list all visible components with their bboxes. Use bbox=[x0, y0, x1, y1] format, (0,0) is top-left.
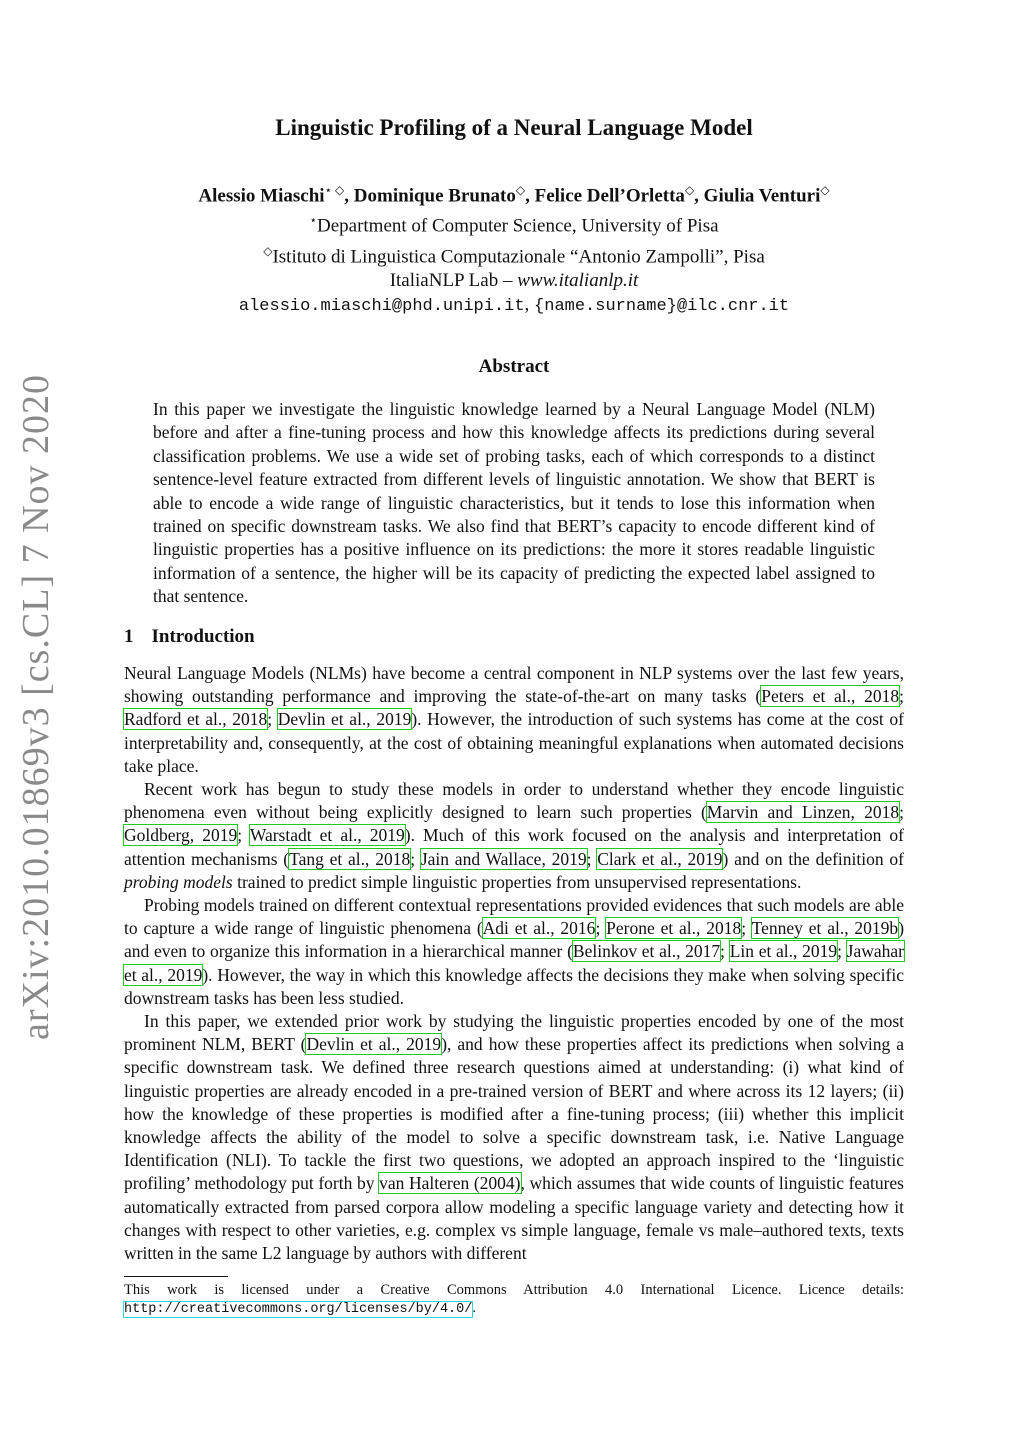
text-run: ; bbox=[237, 825, 250, 846]
lab-url[interactable]: www.italianlp.it bbox=[517, 269, 639, 291]
abstract-text: In this paper we investigate the linguistic knowledge learned by a Neural Language Model (NLM) before and after a fine-tuning process and how this knowledge affects its predictions during several classification problems. We use a wide set of probing tasks, each of which corresponds to a distinct sentence-level feature extracted from different levels of linguistic annotation. We show that BERT is able to encode a wide range of linguistic characteristics, but it tends to lose this information when trained on specific downstream tasks. We also find that BERT’s capacity to encode different kind of linguistic properties has a positive influence on its predictions: the more it stores readable linguistic information of a sentence, the higher will be its capacity of predicting the expected label assigned to that sentence. bbox=[153, 399, 875, 607]
text-run: ; bbox=[586, 848, 598, 869]
paragraph-4 bbox=[124, 1010, 904, 1265]
text-run: ; bbox=[410, 848, 421, 869]
paragraph-3 bbox=[124, 894, 904, 1010]
affiliation-2 bbox=[124, 239, 904, 269]
citation-link[interactable]: Lin et al., 2019 bbox=[729, 941, 838, 962]
author-name: Felice Dell’Orletta bbox=[534, 185, 685, 207]
abstract-heading: Abstract bbox=[478, 356, 550, 377]
citation-link[interactable]: Clark et al., 2019 bbox=[597, 848, 723, 869]
citation-link[interactable]: Tang et al., 2018 bbox=[289, 848, 411, 869]
section-heading bbox=[124, 626, 255, 648]
author-name: Giulia Venturi bbox=[703, 185, 821, 207]
text-run: ; bbox=[899, 686, 904, 707]
paper-title: Linguistic Profiling of a Neural Language Model bbox=[275, 115, 753, 140]
text-run: ). Much of this work focused on the analysis and interpretation of attention mechanisms ( bbox=[124, 825, 905, 869]
citation-link[interactable]: Jawahar et al., 2019 bbox=[124, 941, 904, 985]
email-separator: , bbox=[524, 293, 535, 315]
lab-name: ItaliaNLP Lab – bbox=[389, 269, 518, 291]
footnote-text: This work is licensed under a Creative Commons Attribution 4.0 International Licence. Licence details: bbox=[124, 1282, 904, 1298]
citation-link[interactable]: Jain and Wallace, 2019 bbox=[420, 848, 587, 869]
text-run: ). However, the way in which this knowledge affects the decisions they make when solving specific downstream tasks has been less studied. bbox=[124, 964, 904, 1008]
citation-link[interactable]: Perone et al., 2018 bbox=[606, 918, 742, 939]
author-marks: ◇ bbox=[684, 183, 695, 197]
citation-link[interactable]: van Halteren (2004) bbox=[379, 1173, 521, 1194]
text-run: ) and even to organize this information in a hierarchical manner ( bbox=[124, 918, 905, 962]
introduction-body bbox=[124, 662, 904, 1265]
citation-link[interactable]: Peters et al., 2018 bbox=[761, 686, 900, 707]
text-run: ; bbox=[899, 802, 904, 823]
citation-link[interactable]: Tenney et al., 2019b bbox=[751, 918, 899, 939]
text-run: ; bbox=[720, 941, 730, 962]
email-1[interactable]: alessio.miaschi@phd.unipi.it bbox=[238, 296, 525, 316]
citation-link[interactable]: Radford et al., 2018 bbox=[124, 709, 268, 730]
author-name: Alessio Miaschi bbox=[198, 185, 325, 207]
affiliation-1 bbox=[124, 208, 904, 238]
text-run: ). However, the introduction of such systems has come at the cost of interpretability and, consequently, at the cost of obtaining meaningful explanations when automated decisions take place. bbox=[124, 709, 904, 776]
text-run: Recent work has begun to study these models in order to understand whether they encode linguistic phenomena even without being explicitly designed to learn such properties ( bbox=[124, 779, 904, 823]
affiliation-mark: ⋆ bbox=[309, 213, 317, 228]
text-run: ; bbox=[595, 918, 607, 939]
text-run: ), and how these properties affect its predictions when solving a specific downstream task. We defined three research questions aimed at understanding: (i) what kind of linguistic properties are already encoded in a pre-trained version of BERT and where across its 12 layers; (ii) how the knowledge of these properties is modified after a fine-tuning process; (iii) whether this implicit knowledge affects the ability of the model to solve a specific downstream task, i.e. Native Language Identification (NLI). To tackle the first two questions, we adopted an approach inspired to the ‘linguistic profiling’ methodology put forth by bbox=[124, 1034, 904, 1194]
citation-link[interactable]: Marvin and Linzen, 2018 bbox=[706, 802, 900, 823]
citation-link[interactable]: Adi et al., 2016 bbox=[482, 918, 596, 939]
emphasis-text: probing models bbox=[124, 871, 233, 892]
license-footnote bbox=[124, 1281, 904, 1319]
citation-link[interactable]: Goldberg, 2019 bbox=[124, 825, 238, 846]
text-run: ; bbox=[741, 918, 752, 939]
license-url-link[interactable]: http://creativecommons.org/licenses/by/4.0/ bbox=[124, 1302, 473, 1317]
citation-link[interactable]: Belinkov et al., 2017 bbox=[572, 941, 721, 962]
lab-line bbox=[124, 269, 904, 293]
author-block bbox=[124, 178, 904, 319]
email-2[interactable]: {name.surname}@ilc.cnr.it bbox=[534, 296, 790, 316]
text-run: In this paper, we extended prior work by studying the linguistic properties encoded by one of the most prominent NLM, BERT ( bbox=[124, 1011, 904, 1055]
author-marks: ◇ bbox=[515, 183, 526, 197]
text-run: ; bbox=[267, 709, 278, 730]
text-run: trained to predict simple linguistic properties from unsupervised representations. bbox=[232, 871, 802, 892]
arxiv-identifier[interactable]: arXiv:2010.01869v3 [cs.CL] 7 Nov 2020 bbox=[15, 373, 57, 1040]
citation-link[interactable]: Devlin et al., 2019 bbox=[277, 709, 412, 730]
text-run: ) and on the definition of bbox=[722, 848, 904, 869]
affiliation-mark: ◇ bbox=[263, 243, 273, 258]
author-marks: ⋆ ◇ bbox=[324, 183, 345, 197]
text-run: Probing models trained on different contextual representations provided evidences that such models are able to capture a wide range of linguistic phenomena ( bbox=[124, 895, 904, 939]
author-name: Dominique Brunato bbox=[353, 185, 516, 207]
citation-link[interactable]: Warstadt et al., 2019 bbox=[249, 825, 405, 846]
footnote-divider bbox=[124, 1276, 228, 1277]
email-line bbox=[124, 293, 904, 319]
citation-link[interactable]: Devlin et al., 2019 bbox=[306, 1034, 442, 1055]
author-names: Alessio Miaschi⋆ ◇, Dominique Brunato◇, Felice Dell’Orletta◇, Giulia Venturi◇ bbox=[198, 183, 830, 207]
affiliation-text: Istituto di Linguistica Computazionale “Antonio Zampolli”, Pisa bbox=[272, 245, 765, 267]
text-run: ; bbox=[837, 941, 847, 962]
text-run: , which assumes that wide counts of linguistic features automatically extracted from parsed corpora allow modeling a specific language variety and detecting how it changes with respect to other varieties, e.g. complex vs simple language, female vs male–authored texts, texts written in the same L2 language by authors with different bbox=[124, 1173, 904, 1264]
affiliation-text: Department of Computer Science, University of Pisa bbox=[316, 215, 719, 237]
paragraph-2 bbox=[124, 778, 904, 894]
author-marks: ◇ bbox=[820, 183, 830, 197]
section-number: 1 bbox=[124, 626, 134, 647]
text-run: Neural Language Models (NLMs) have become a central component in NLP systems over the last few years, showing outstanding performance and improving the state-of-the-art on many tasks ( bbox=[124, 663, 904, 707]
paragraph-1 bbox=[124, 662, 904, 778]
footnote-end: . bbox=[472, 1300, 476, 1316]
section-title: Introduction bbox=[151, 626, 255, 647]
